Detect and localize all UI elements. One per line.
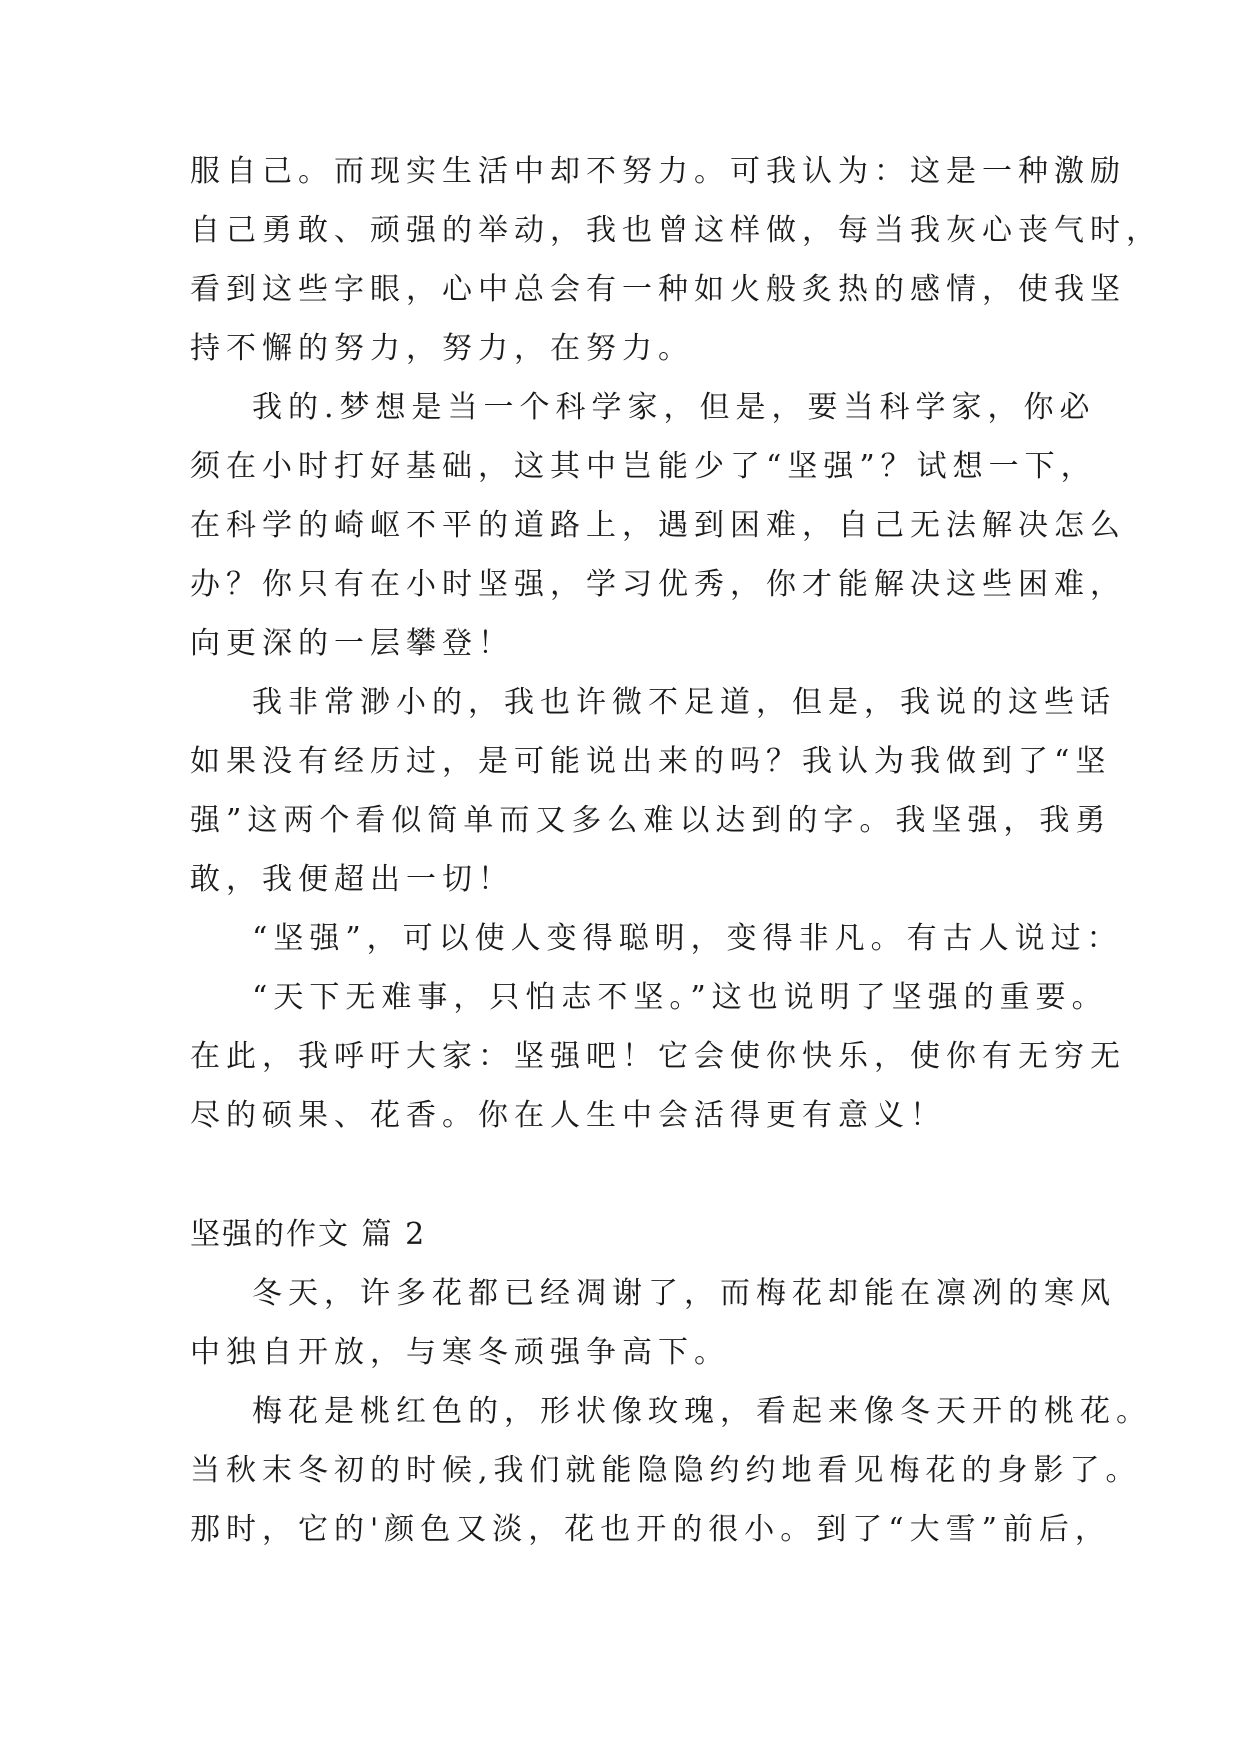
section-heading: 坚强的作文 篇 2	[190, 1217, 427, 1252]
paragraph-first-line: 我的.梦想是当一个科学家，但是，要当科学家，你必	[252, 390, 1096, 425]
paragraph-first-line: “坚强”，可以使人变得聪明，变得非凡。有古人说过：	[252, 921, 1123, 956]
text-line: 在此，我呼吁大家：坚强吧！它会使你快乐，使你有无穷无	[190, 1039, 1126, 1074]
text-line: 那时，它的'颜色又淡，花也开的很小。到了“大雪”前后，	[190, 1512, 1111, 1547]
text-line: 持不懈的努力，努力，在努力。	[190, 331, 694, 366]
paragraph-first-line: 我非常渺小的，我也许微不足道，但是，我说的这些话	[252, 685, 1116, 720]
paragraph-first-line: 冬天，许多花都已经凋谢了，而梅花却能在凛冽的寒风	[252, 1276, 1116, 1311]
paragraph-first-line: 梅花是桃红色的，形状像玫瑰，看起来像冬天开的桃花。	[252, 1394, 1152, 1429]
text-line: 自己勇敢、顽强的举动，我也曾这样做，每当我灰心丧气时，	[190, 213, 1162, 248]
text-line: 向更深的一层攀登！	[190, 626, 514, 661]
text-line: 在科学的崎岖不平的道路上，遇到困难，自己无法解决怎么	[190, 508, 1126, 543]
text-line: 如果没有经历过，是可能说出来的吗？我认为我做到了“坚	[190, 744, 1112, 779]
text-line: 当秋末冬初的时候,我们就能隐隐约约地看见梅花的身影了。	[190, 1453, 1142, 1488]
text-line: 服自己。而现实生活中却不努力。可我认为：这是一种激励	[190, 154, 1126, 189]
text-line: “天下无难事，只怕志不坚。”这也说明了坚强的重要。	[252, 980, 1108, 1015]
text-line: 中独自开放，与寒冬顽强争高下。	[190, 1335, 730, 1370]
text-line: 看到这些字眼，心中总会有一种如火般炙热的感情，使我坚	[190, 272, 1126, 307]
text-line: 强”这两个看似简单而又多么难以达到的字。我坚强，我勇	[190, 803, 1112, 838]
text-line: 尽的硕果、花香。你在人生中会活得更有意义！	[190, 1098, 946, 1133]
text-line: 办？你只有在小时坚强，学习优秀，你才能解决这些困难，	[190, 567, 1126, 602]
text-line: 敢，我便超出一切！	[190, 862, 514, 897]
text-line: 须在小时打好基础，这其中岂能少了“坚强”？试想一下，	[190, 449, 1097, 484]
